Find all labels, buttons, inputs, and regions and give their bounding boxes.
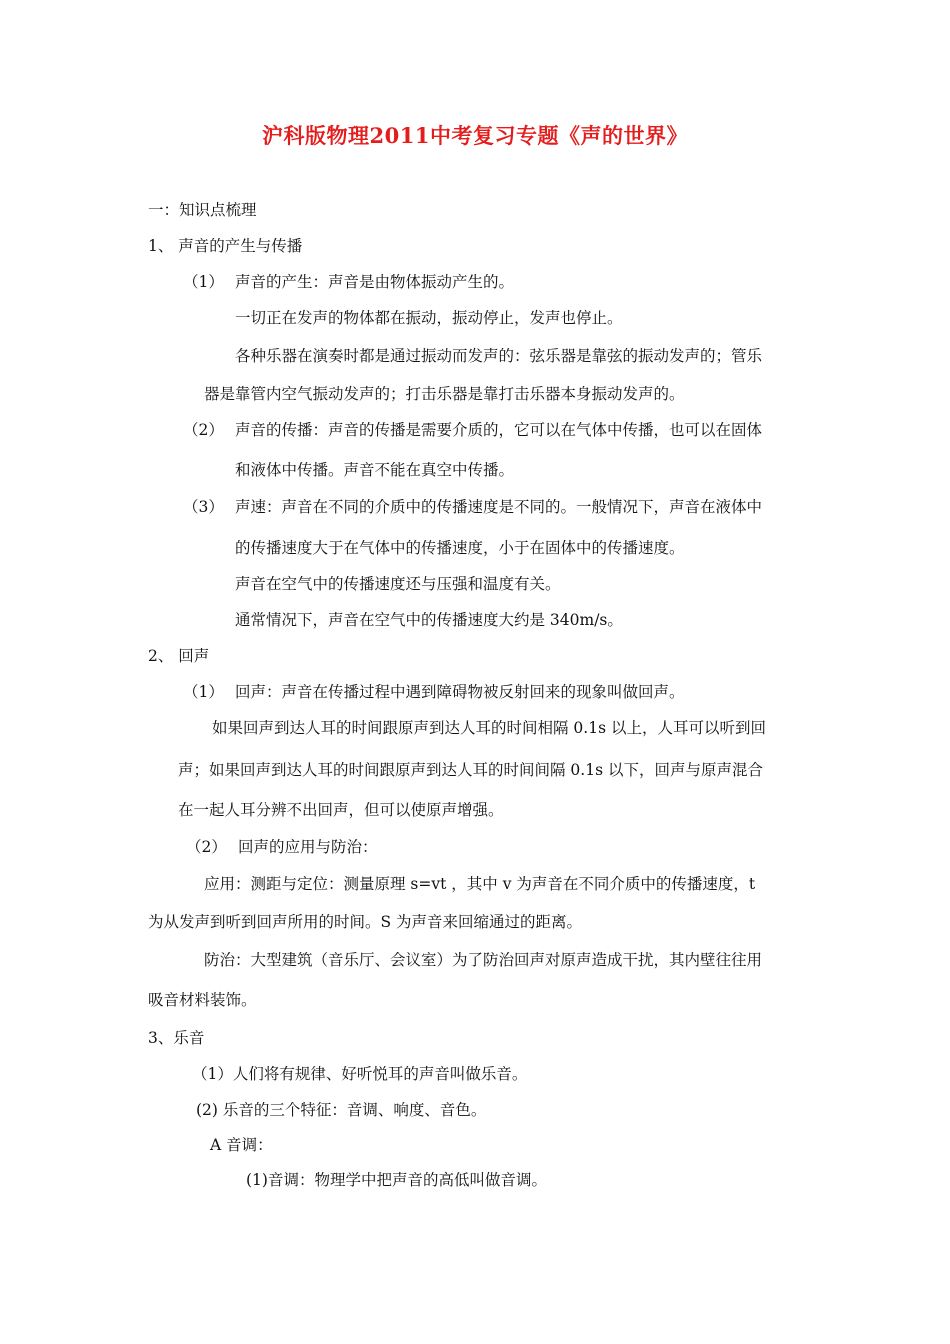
item-number: （1） (183, 683, 224, 701)
subsection-heading: 3、乐音 (148, 1029, 205, 1047)
paragraph-line: A 音调： (210, 1136, 273, 1154)
item-number: （2） (186, 838, 227, 856)
item-number: （2） (183, 421, 224, 439)
paragraph-line: 在一起人耳分辨不出回声，但可以使原声增强。 (178, 801, 504, 819)
paragraph-line: 声音在空气中的传播速度还与压强和温度有关。 (235, 575, 561, 593)
paragraph-line: 应用：测距与定位：测量原理 s=vt ，其中 v 为声音在不同介质中的传播速度，t (204, 875, 756, 893)
document-title: 沪科版物理2011中考复习专题《声的世界》 (262, 123, 688, 148)
paragraph-line (183, 420, 762, 440)
subsection-heading: 1、 声音的产生与传播 (148, 237, 303, 255)
paragraph-line: 如果回声到达人耳的时间跟原声到达人耳的时间相隔 0.1s 以上，人耳可以听到回 (212, 719, 766, 737)
paragraph-line: (2) 乐音的三个特征：音调、响度、音色。 (196, 1101, 487, 1119)
paragraph-line: 器是靠管内空气振动发声的；打击乐器是靠打击乐器本身振动发声的。 (204, 385, 685, 403)
section-heading: 一：知识点梳理 (148, 201, 257, 219)
paragraph-line: (1)音调：物理学中把声音的高低叫做音调。 (246, 1171, 547, 1189)
item-number: （1） (183, 273, 224, 291)
paragraph-line: 一切正在发声的物体都在振动，振动停止，发声也停止。 (235, 309, 623, 327)
item-text: 声音的传播：声音的传播是需要介质的，它可以在气体中传播，也可以在固体 (235, 421, 763, 439)
item-text: 声速：声音在不同的介质中的传播速度是不同的。一般情况下，声音在液体中 (235, 498, 763, 516)
paragraph-line: 通常情况下，声音在空气中的传播速度大约是 340m/s。 (235, 611, 623, 629)
paragraph-line (183, 682, 685, 702)
paragraph-line (183, 272, 514, 292)
paragraph-line: 声；如果回声到达人耳的时间跟原声到达人耳的时间间隔 0.1s 以下，回声与原声混合 (178, 761, 763, 779)
subsection-heading: 2、 回声 (148, 647, 210, 665)
paragraph-line (183, 497, 762, 517)
paragraph-line: （1）人们将有规律、好听悦耳的声音叫做乐音。 (192, 1065, 528, 1083)
paragraph-line (186, 837, 378, 857)
paragraph-line: 的传播速度大于在气体中的传播速度，小于在固体中的传播速度。 (235, 539, 685, 557)
item-number: （3） (183, 498, 224, 516)
item-text: 回声：声音在传播过程中遇到障碍物被反射回来的现象叫做回声。 (235, 683, 685, 701)
paragraph-line: 和液体中传播。声音不能在真空中传播。 (235, 461, 515, 479)
paragraph-line: 吸音材料装饰。 (148, 991, 257, 1009)
paragraph-line: 为从发声到听到回声所用的时间。S 为声音来回缩通过的距离。 (148, 913, 583, 931)
paragraph-line: 各种乐器在演奏时都是通过振动而发声的：弦乐器是靠弦的振动发声的；管乐 (235, 347, 763, 365)
paragraph-line: 防治：大型建筑（音乐厅、会议室）为了防治回声对原声造成干扰，其内壁往往用 (204, 951, 763, 969)
item-text: 回声的应用与防治： (238, 838, 378, 856)
item-text: 声音的产生：声音是由物体振动产生的。 (235, 273, 515, 291)
